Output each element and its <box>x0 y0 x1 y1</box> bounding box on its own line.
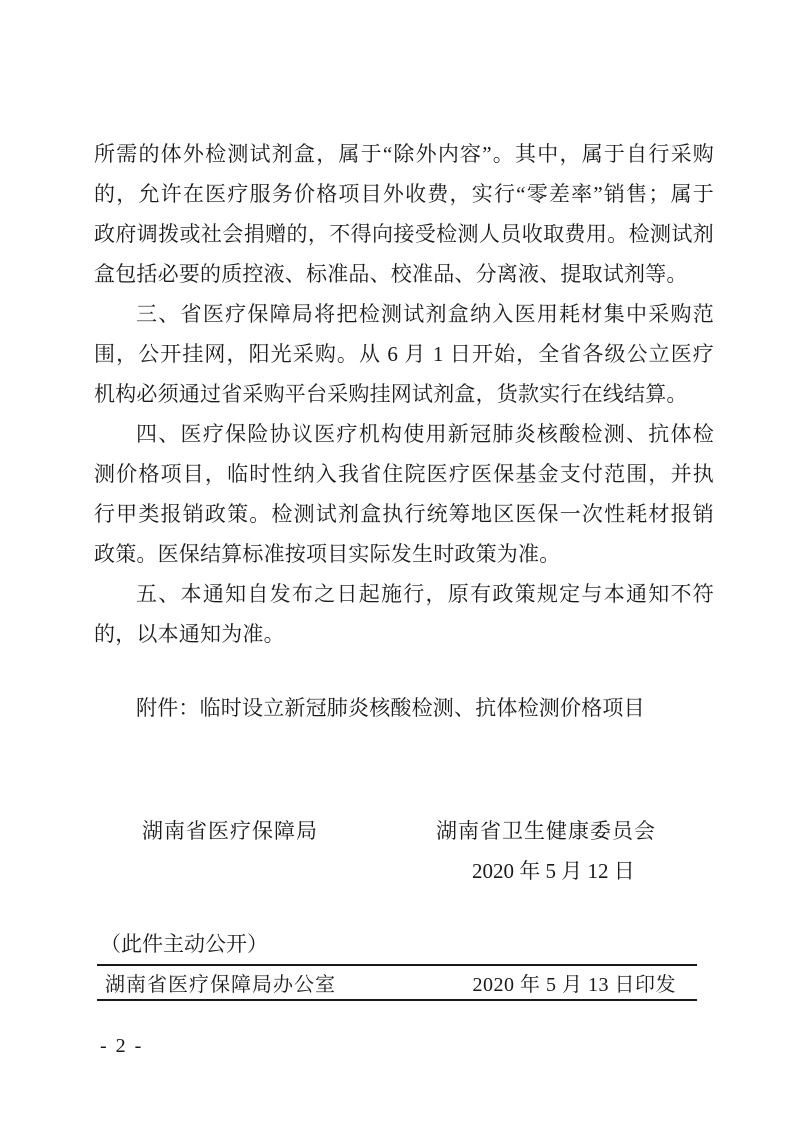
body-text-line: 围，公开挂网，阳光采购。从 6 月 1 日开始，全省各级公立医疗 <box>94 342 714 366</box>
attachment-line: 附件：临时设立新冠肺炎核酸检测、抗体检测价格项目 <box>136 696 645 720</box>
signature-left-org: 湖南省医疗保障局 <box>142 819 318 843</box>
page-number: - 2 - <box>100 1035 144 1057</box>
body-text-line: 所需的体外检测试剂盒，属于“除外内容”。其中，属于自行采购 <box>94 142 714 166</box>
body-text-line: 的，允许在医疗服务价格项目外收费，实行“零差率”销售；属于 <box>94 182 714 206</box>
body-text-line: 机构必须通过省采购平台采购挂网试剂盒，货款实行在线结算。 <box>94 382 688 406</box>
disclosure-note: （此件主动公开） <box>100 932 268 956</box>
footer-issuance-bar <box>97 964 697 1001</box>
body-text-line: 三、省医疗保障局将把检测试剂盒纳入医用耗材集中采购范 <box>136 302 714 326</box>
body-text-line: 测价格项目，临时性纳入我省住院医疗医保基金支付范围，并执 <box>94 462 714 486</box>
signature-date: 2020 年 5 月 12 日 <box>472 859 635 883</box>
body-text-line: 政策。医保结算标准按项目实际发生时政策为准。 <box>94 542 561 566</box>
body-text-line: 行甲类报销政策。检测试剂盒执行统筹地区医保一次性耗材报销 <box>94 502 714 526</box>
body-text-line: 的，以本通知为准。 <box>94 622 285 646</box>
body-text-line: 五、本通知自发布之日起施行，原有政策规定与本通知不符 <box>136 582 714 606</box>
signature-right-org: 湖南省卫生健康委员会 <box>436 819 656 843</box>
print-date: 2020 年 5 月 13 日印发 <box>472 974 676 996</box>
document-body <box>94 134 714 1058</box>
signature-block <box>94 811 714 891</box>
body-text-line: 四、医疗保险协议医疗机构使用新冠肺炎核酸检测、抗体检 <box>136 422 714 446</box>
body-text-line: 盒包括必要的质控液、标准品、校准品、分离液、提取试剂等。 <box>94 262 688 286</box>
issuing-office: 湖南省医疗保障局办公室 <box>105 974 336 996</box>
body-text-line: 政府调拨或社会捐赠的，不得向接受检测人员收取费用。检测试剂 <box>94 222 714 246</box>
